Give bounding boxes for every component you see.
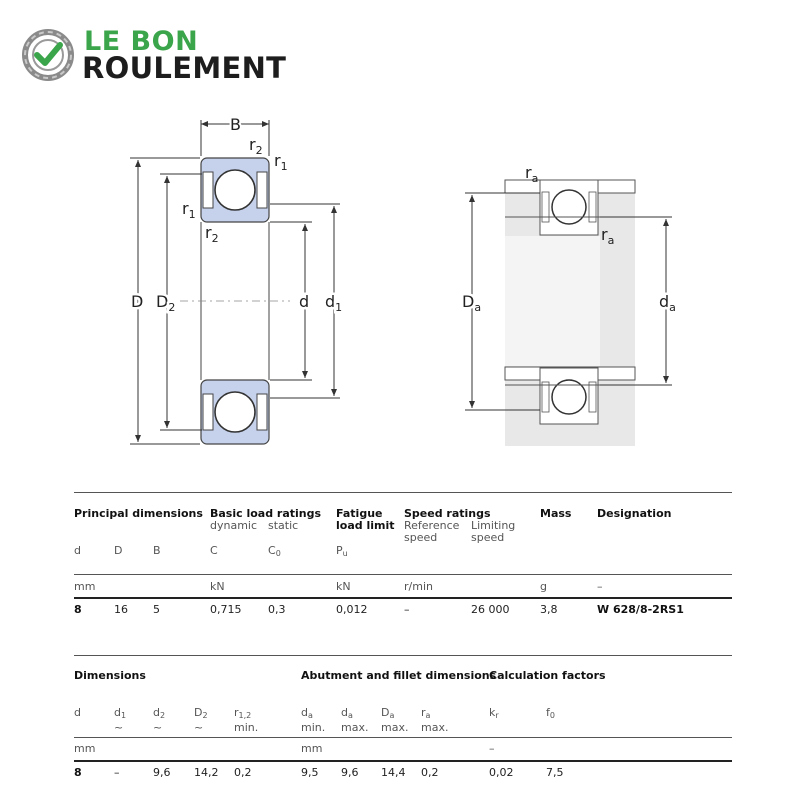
- val-D: 16: [114, 603, 128, 616]
- svg-text:d1: $d_1$: [325, 292, 343, 314]
- sym2-d: d: [74, 706, 81, 719]
- label-da: d: [659, 292, 670, 311]
- val2-d1: –: [114, 766, 120, 779]
- val-Pu: 0,012: [336, 603, 368, 616]
- val2-D2: 14,2: [194, 766, 219, 779]
- unit-rmin: r/min: [404, 580, 433, 593]
- th-fatigue-2: load limit: [336, 519, 395, 532]
- bearing-section: [180, 158, 290, 444]
- svg-text:da: $d_a$: [659, 292, 676, 314]
- val2-f0: 7,5: [546, 766, 564, 779]
- th-designation: Designation: [597, 507, 672, 520]
- svg-text:r2: $r_2$: [249, 135, 263, 157]
- unit-mm: mm: [74, 580, 96, 593]
- ball-top: [215, 170, 255, 210]
- val2-ra-max: 0,2: [421, 766, 439, 779]
- val2-da-min: 9,5: [301, 766, 319, 779]
- label-r2-top: r: [249, 135, 256, 154]
- ball-bottom: [215, 392, 255, 432]
- label-d: d: [299, 292, 310, 311]
- val-lim-speed: 26 000: [471, 603, 510, 616]
- label-d1: d: [325, 292, 336, 311]
- label-B: B: [230, 115, 241, 134]
- unit-dash: –: [597, 580, 603, 593]
- sym-C0: $C_0$: [268, 544, 281, 558]
- svg-text:Da: $D_a$: [462, 292, 482, 314]
- val2-Da-max: 14,4: [381, 766, 406, 779]
- val2-r12: 0,2: [234, 766, 252, 779]
- sym2-D2: $D_2$ ~: [194, 706, 208, 734]
- sym2-r12: $r_{1,2}$ min.: [234, 706, 259, 734]
- unit2-mm-2: mm: [301, 742, 323, 755]
- val-ref-speed: –: [404, 603, 410, 616]
- th-limiting-1: Limiting: [471, 519, 516, 532]
- val2-kr: 0,02: [489, 766, 514, 779]
- sym-C: C: [210, 544, 218, 557]
- val2-da-max: 9,6: [341, 766, 359, 779]
- sym2-d2: $d_2$ ~: [153, 706, 166, 734]
- val-C0: 0,3: [268, 603, 286, 616]
- val2-d: 8: [74, 766, 82, 779]
- unit2-mm-1: mm: [74, 742, 96, 755]
- label-D: D: [131, 292, 144, 311]
- th-limiting-2: speed: [471, 531, 505, 544]
- sym-D: D: [114, 544, 123, 557]
- label-ra-top: r: [525, 163, 532, 182]
- th-principal: Principal dimensions: [74, 507, 203, 520]
- th-speed: Speed ratings: [404, 507, 491, 520]
- th-dimensions: Dimensions: [74, 669, 146, 682]
- label-r1-top: r: [274, 151, 281, 170]
- th-abutment: Abutment and fillet dimensions: [301, 669, 497, 682]
- bearing-check-icon: [22, 29, 74, 81]
- bearing-drawing: [0, 100, 800, 460]
- svg-text:r1: $r_1$: [274, 151, 288, 173]
- sym2-d1: $d_1$ ~: [114, 706, 127, 734]
- val-designation: W 628/8-2RS1: [597, 603, 684, 616]
- th-reference-1: Reference: [404, 519, 460, 532]
- unit-kN-1: kN: [210, 580, 225, 593]
- val-d: 8: [74, 603, 82, 616]
- label-D2: D: [156, 292, 169, 311]
- label-r1-left: r: [182, 199, 189, 218]
- th-reference-2: speed: [404, 531, 438, 544]
- abutment-section: [505, 180, 635, 446]
- sym-B: B: [153, 544, 161, 557]
- label-ra-right: r: [601, 225, 608, 244]
- logo-line2: ROULEMENT: [82, 51, 287, 85]
- th-dynamic: dynamic: [210, 519, 258, 532]
- th-calc: Calculation factors: [489, 669, 606, 682]
- th-static: static: [268, 519, 299, 532]
- label-Da: D: [462, 292, 475, 311]
- sym-d: d: [74, 544, 81, 557]
- sym2-kr: $k_r$: [489, 706, 499, 720]
- sym2-f0: $f_0$: [546, 706, 555, 720]
- th-mass: Mass: [540, 507, 572, 520]
- svg-text:ra: $r_a$: [601, 225, 615, 247]
- val-mass: 3,8: [540, 603, 558, 616]
- th-basic-load: Basic load ratings: [210, 507, 322, 520]
- th-fatigue-1: Fatigue: [336, 507, 383, 520]
- sym2-Da-max: $D_a$ max.: [381, 706, 409, 734]
- sym-Pu: $P_u$: [336, 544, 348, 558]
- val-C: 0,715: [210, 603, 242, 616]
- unit2-dash: –: [489, 742, 495, 755]
- sym2-da-min: $d_a$ min.: [301, 706, 326, 734]
- unit-kN-2: kN: [336, 580, 351, 593]
- svg-text:r2: $r_2$: [205, 223, 219, 245]
- label-r2-left: r: [205, 223, 212, 242]
- val2-d2: 9,6: [153, 766, 171, 779]
- logo-line1: LE BON: [84, 26, 199, 57]
- svg-text:ra: $r_a$: [525, 163, 539, 185]
- svg-text:D2: $D_2$: [156, 292, 176, 314]
- sym2-da-max: $d_a$ max.: [341, 706, 369, 734]
- val-B: 5: [153, 603, 160, 616]
- unit-g: g: [540, 580, 547, 593]
- logo: [22, 26, 302, 86]
- svg-text:r1: $r_1$: [182, 199, 196, 221]
- sym2-ra-max: $r_a$ max.: [421, 706, 449, 734]
